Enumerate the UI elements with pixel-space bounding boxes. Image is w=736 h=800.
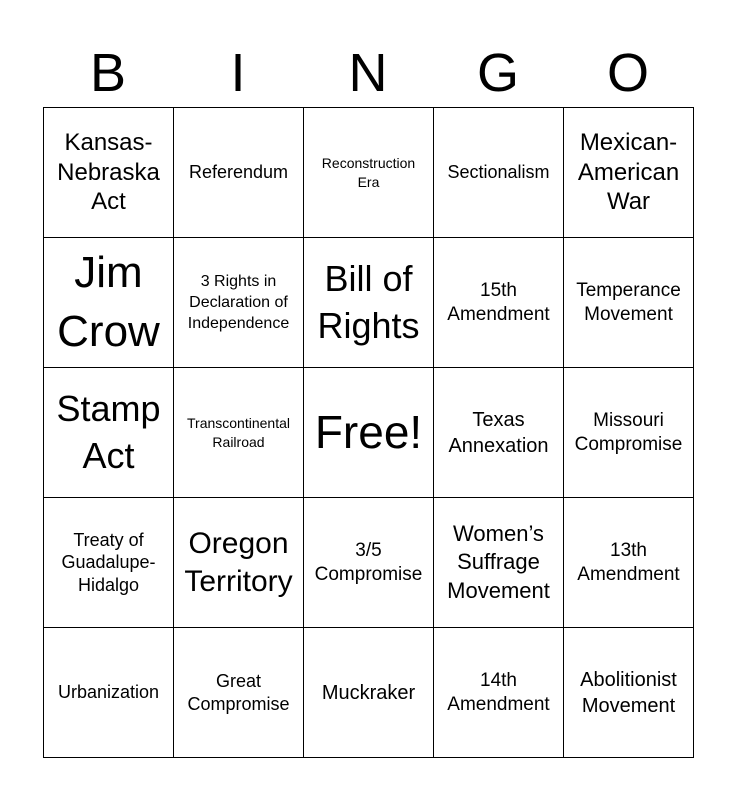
cell-label: Muckraker [321,681,416,704]
bingo-cell[interactable] [434,498,564,628]
bingo-cell[interactable] [174,628,304,758]
bingo-cell[interactable] [564,238,694,368]
bingo-cell[interactable] [44,108,174,238]
bingo-header [43,40,693,106]
bingo-cell[interactable] [174,368,304,498]
cell-label: Treaty of Guadalupe- Hidalgo [61,529,156,595]
cell-label: Urbanization [57,682,160,703]
header-letter-g: G [476,43,519,103]
bingo-cell[interactable] [44,368,174,498]
header-letter-i: I [230,43,246,103]
cell-label: Jim Crow [57,248,160,356]
bingo-cell[interactable] [174,238,304,368]
cell-label: 13th Amendment [577,539,680,585]
header-letter-n: N [348,43,388,103]
bingo-cell[interactable] [304,498,434,628]
cell-label: 14th Amendment [447,669,550,715]
cell-label: Referendum [188,162,289,183]
cell-label: Oregon Territory [184,527,293,598]
bingo-cell[interactable] [434,368,564,498]
header-letter-b: B [89,43,127,103]
header-letter-o: O [606,43,649,103]
cell-label: 3 Rights in Declaration of Independence [187,272,290,333]
cell-label: Kansas- Nebraska Act [57,128,160,216]
bingo-cell[interactable] [304,108,434,238]
cell-label: Mexican- American War [577,128,680,216]
bingo-cell[interactable] [44,628,174,758]
bingo-cell[interactable] [304,238,434,368]
bingo-cell[interactable] [564,628,694,758]
free-space: Free! [314,406,423,459]
bingo-cell[interactable] [564,498,694,628]
cell-label: 15th Amendment [447,279,550,325]
cell-label: Reconstruction Era [321,155,416,190]
cell-label: Bill of Rights [317,258,420,346]
cell-label: Women’s Suffrage Movement [447,520,550,603]
cell-label: Sectionalism [447,162,550,183]
bingo-cell[interactable] [304,628,434,758]
bingo-cell[interactable] [564,108,694,238]
cell-label: Abolitionist Movement [580,668,677,717]
bingo-board [43,107,694,758]
cell-label: Transcontinental Railroad [187,415,290,450]
bingo-cell[interactable] [44,498,174,628]
cell-label: Stamp Act [56,388,161,476]
bingo-cell[interactable] [44,238,174,368]
bingo-cell[interactable] [434,238,564,368]
cell-label: 3/5 Compromise [314,539,423,585]
cell-label: Missouri Compromise [574,409,683,455]
bingo-cell[interactable] [434,628,564,758]
bingo-cell[interactable] [304,368,434,498]
bingo-cell[interactable] [174,498,304,628]
cell-label: Texas Annexation [448,408,549,457]
bingo-cell[interactable] [434,108,564,238]
bingo-cell[interactable] [174,108,304,238]
bingo-cell[interactable] [564,368,694,498]
cell-label: Temperance Movement [576,279,681,325]
cell-label: Great Compromise [187,671,290,714]
